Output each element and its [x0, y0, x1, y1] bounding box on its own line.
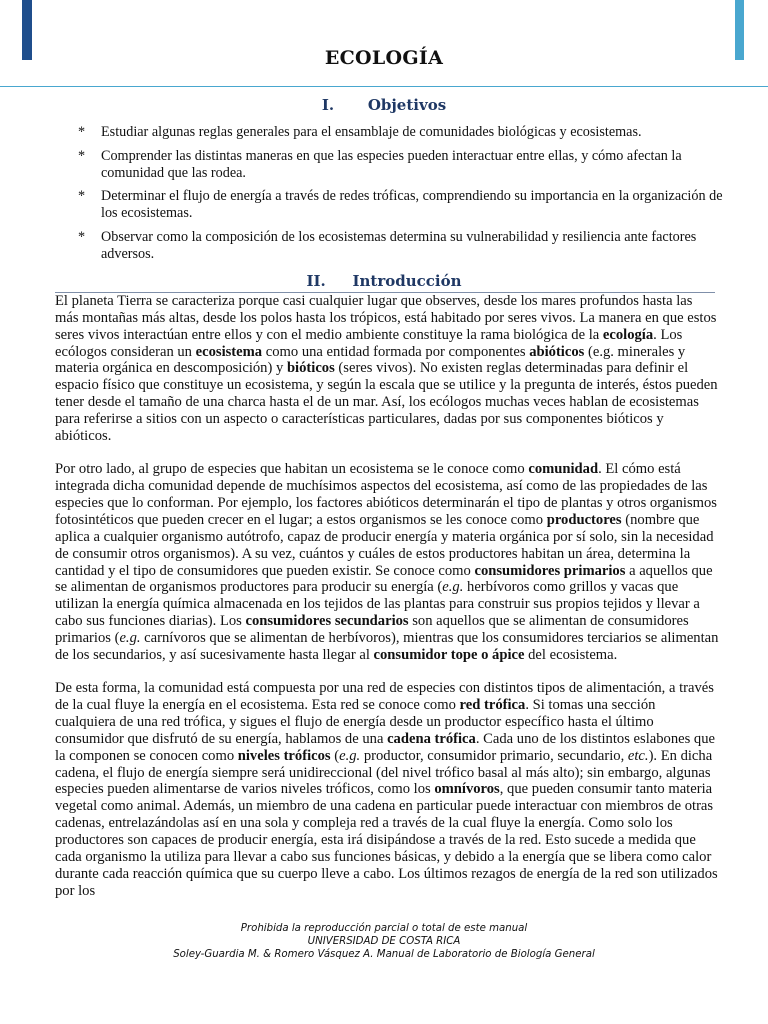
- footer-copyright-note: Prohibida la reproducción parcial o total de este manual: [240, 923, 528, 934]
- introduction-body: [55, 293, 719, 916]
- list-item-text: Determinar el flujo de energía a través de redes tróficas, comprendiendo su importancia en la organización de los ecosistemas.: [101, 188, 723, 221]
- text-run: carnívoros que se alimentan de herbívoros), mientras que los consumidores terciarios se alimentan de los secundarios, y así sucesivamente hasta llegar al: [55, 629, 719, 663]
- title-divider: [0, 86, 768, 87]
- asterisk-bullet-icon: *: [78, 124, 86, 140]
- text-run: (nombre que aplica a cualquier organismo autótrofo, capaz de producir energía y materia orgánica por sí solo, sin la necesidad de consumir otros organismos). A su vez, cuántos y cuáles de estos productores habitan un área, determina la cantidad y el tipo de consumidores que pueden existir. Se conoce como: [55, 511, 714, 579]
- text-run: productor, consumidor primario, secundario,: [360, 747, 628, 764]
- footer-citation: Soley-Guardia M. & Romero Vásquez A. Manual de Laboratorio de Biología General: [173, 949, 595, 960]
- asterisk-bullet-icon: *: [78, 228, 86, 245]
- list-item: [78, 188, 728, 222]
- text-run: . El cómo está integrada dicha comunidad depende de muchísimos aspectos del ecosistema, así como de las propiedades de las especies que lo conforman. Por ejemplo, los factores abióticos determinarán el tipo de plantas y otros organismos fotosintéticos que pueden crecer en el lugar; a estos organismos se les conoce como: [55, 461, 717, 528]
- italic-text: e.g.: [442, 579, 464, 596]
- asterisk-bullet-icon: *: [78, 188, 86, 204]
- section-heading-introduction: [0, 272, 768, 290]
- text-run: . Si tomas una sección cualquiera de una red trófica, y sigues el flujo de energía desde un productor específico hasta el último consumidor que disfrutó de su energía, hablamos de una: [55, 697, 656, 747]
- paragraph: [55, 461, 719, 663]
- term-niveles-troficos: niveles tróficos: [237, 747, 331, 764]
- section-number: II.: [306, 272, 326, 290]
- section-number: I.: [321, 96, 335, 114]
- text-run: El planeta Tierra se caracteriza porque casi cualquier lugar que observes, desde los mares profundos hasta las más montañas más altas, desde los polos hasta los trópicos, está habitado por seres vivos. La manera en que estos seres vivos interactúan entre ellos y con el medio ambiente constituye la rama biológica de la: [55, 293, 717, 343]
- term-ecosistema: ecosistema: [195, 343, 263, 360]
- term-red-trofica: red trófica: [459, 697, 526, 714]
- term-abioticos: abióticos: [529, 343, 585, 360]
- list-item: [78, 124, 728, 141]
- text-run: como una entidad formada por componentes: [262, 343, 530, 360]
- term-comunidad: comunidad: [528, 461, 599, 478]
- page-footer: [0, 922, 768, 961]
- section-heading-objectives: [0, 96, 768, 114]
- term-consumidores-secundarios: consumidores secundarios: [245, 613, 409, 630]
- text-run: . Los ecólogos consideran un: [55, 326, 683, 360]
- list-item: [78, 229, 728, 263]
- italic-text: etc.: [627, 747, 649, 764]
- text-run: . Cada uno de los distintos eslabones que la componen se conocen como: [55, 730, 715, 764]
- text-run: , que pueden consumir tanto materia vegetal como animal. Además, un miembro de una cadena en particular puede interactuar con miembros de otras cadenas, entrelazándolas así en una sola y compleja red a través de la cual fluye la energía. Como solo los productores son capaces de producir energía, esta irá disipándose a través de la red. Esto sucede a medida que cada organismo la utiliza para llevar a cabo sus funciones básicas, y debido a la energía que se libera como calor durante cada reacción química que su cuerpo lleve a cabo. Los últimos rezagos de energía de la red son utilizados por los: [55, 781, 718, 899]
- text-run: De esta forma, la comunidad está compuesta por una red de especies con distintos tipos de alimentación, a través de la cual fluye la energía en el ecosistema. Esta red se conoce como: [55, 680, 714, 714]
- list-item-text: Estudiar algunas reglas generales para el ensamblaje de comunidades biológicas y ecosistemas.: [101, 124, 642, 140]
- text-run: (seres vivos). No existen reglas determinadas para definir el espacio físico que constituye un ecosistema, y según la escala que se utilice y la pregunta de interés, éstos pueden tener desde el tamaño de una charca hasta el de un mar. Así, los ecólogos muchas veces hablan de ecosistemas para referirse a sitios con un aspecto o características particulares, dadas por sus componentes bióticos y abióticos.: [55, 360, 718, 444]
- text-run: Por otro lado, al grupo de especies que habitan un ecosistema se le conoce como: [55, 461, 529, 478]
- paragraph: [55, 680, 719, 899]
- text-run: del ecosistema.: [524, 646, 618, 663]
- term-ecologia: ecología: [602, 326, 654, 343]
- paragraph: [55, 293, 719, 445]
- term-productores: productores: [546, 511, 622, 528]
- text-run: ). En dicha cadena, el flujo de energía siempre será unidireccional (del nivel trófico basal al más alto); sin embargo, algunas especies pueden alimentarse de varios niveles tróficos, como los: [55, 747, 713, 798]
- text-run: (e.g. minerales y materia orgánica en descomposición) y: [55, 343, 686, 377]
- footer-institution: UNIVERSIDAD DE COSTA RICA: [307, 936, 461, 947]
- text-run: (: [330, 747, 340, 764]
- section-title: Introducción: [352, 272, 462, 290]
- term-consumidor-tope: consumidor tope o ápice: [373, 646, 525, 663]
- list-item-text: Comprender las distintas maneras en que las especies pueden interactuar entre ellas, y cómo afectan la comunidad que las rodea.: [101, 147, 682, 181]
- italic-text: e.g.: [119, 629, 141, 646]
- text-run: a aquellos que se alimentan de organismos productores para producir su energía (: [55, 562, 713, 596]
- term-cadena-trofica: cadena trófica: [387, 730, 476, 747]
- text-run: herbívoros como grillos y vacas que utilizan la energía química almacenada en los tejidos de las plantas para construir sus propios tejidos y llevar a cabo sus funciones diarias). Los: [55, 579, 700, 630]
- list-item: [78, 148, 728, 182]
- asterisk-bullet-icon: *: [78, 147, 86, 164]
- list-item-text: Observar como la composición de los ecosistemas determina su vulnerabilidad y resiliencia ante factores adversos.: [101, 228, 697, 262]
- term-consumidores-primarios: consumidores primarios: [474, 562, 626, 579]
- objectives-list: [78, 124, 728, 269]
- term-bioticos: bióticos: [286, 360, 335, 377]
- term-omnivoros: omnívoros: [434, 781, 500, 798]
- section-title: Objetivos: [367, 96, 447, 114]
- page-title: ECOLOGÍA: [324, 47, 444, 69]
- italic-text: e.g.: [339, 747, 361, 764]
- text-run: son aquellos que se alimentan de consumidores primarios (: [55, 613, 689, 646]
